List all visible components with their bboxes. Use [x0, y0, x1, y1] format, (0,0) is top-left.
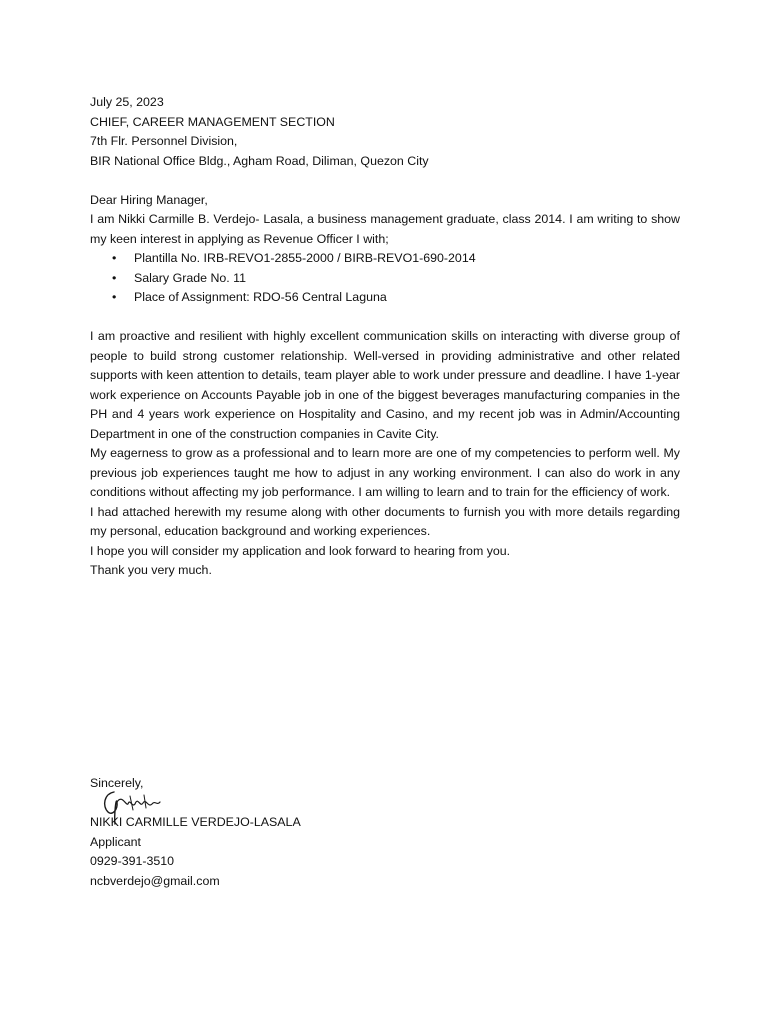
- list-item-text: Place of Assignment: RDO-56 Central Laguna: [134, 290, 387, 304]
- signer-email: ncbverdejo@gmail.com: [90, 873, 220, 888]
- signer-title: Applicant: [90, 834, 141, 849]
- signer-name: NIKKI CARMILLE VERDEJO-LASALA: [90, 815, 301, 829]
- closing-line-2: Thank you very much.: [90, 563, 212, 577]
- bullet-icon: •: [112, 251, 117, 265]
- attachments-paragraph: I had attached herewith my resume along with other documents to furnish you with more details regarding my personal, education background and working experiences.: [90, 504, 680, 538]
- list-item: [90, 249, 680, 269]
- list-item: [90, 288, 680, 308]
- recipient-address: [90, 113, 680, 172]
- recipient-line-1: CHIEF, CAREER MANAGEMENT SECTION: [90, 114, 335, 129]
- intro-paragraph: I am Nikki Carmille B. Verdejo- Lasala, a business management graduate, class 2014. I am writing to show my keen interest in applying as Revenue Officer I with;: [90, 212, 680, 246]
- closing-line-1: I hope you will consider my application and look forward to hearing from you.: [90, 543, 511, 558]
- recipient-line-2: 7th Flr. Personnel Division,: [90, 134, 238, 148]
- competencies-paragraph: My eagerness to grow as a professional and to learn more are one of my competencies to perform well. My previous job experiences taught me how to adjust in any working environment. I can also do work in any conditions without affecting my job performance. I am willing to learn and to train for the efficiency of work.: [90, 446, 680, 499]
- bullet-icon: •: [112, 270, 117, 285]
- letter-date: July 25, 2023: [90, 95, 164, 109]
- letter-body: [90, 93, 680, 581]
- bullet-icon: •: [112, 290, 117, 304]
- complimentary-close: Sincerely,: [90, 776, 144, 790]
- signer-phone: 0929-391-3510: [90, 854, 175, 868]
- recipient-line-3: BIR National Office Bldg., Agham Road, Diliman, Quezon City: [90, 153, 429, 168]
- skills-paragraph: I am proactive and resilient with highly excellent communication skills on interacting with diverse group of people to build strong customer relationship. Well-versed in providing administrative and other related supports with keen attention to details, team player able to work under pressure and deadline. I have 1-year work experience on Accounts Payable job in one of the biggest beverages manufacturing companies in the PH and 4 years work experience on Hospitality and Casino, and my recent job was in Admin/Accounting Department in one of the construction companies in Cavite City.: [90, 329, 680, 441]
- position-details-list: [90, 249, 680, 308]
- list-item-text: Salary Grade No. 11: [134, 270, 247, 285]
- list-item: [90, 269, 680, 289]
- salutation: Dear Hiring Manager,: [90, 192, 208, 207]
- list-item-text: Plantilla No. IRB-REVO1-2855-2000 / BIRB-REVO1-690-2014: [134, 251, 476, 265]
